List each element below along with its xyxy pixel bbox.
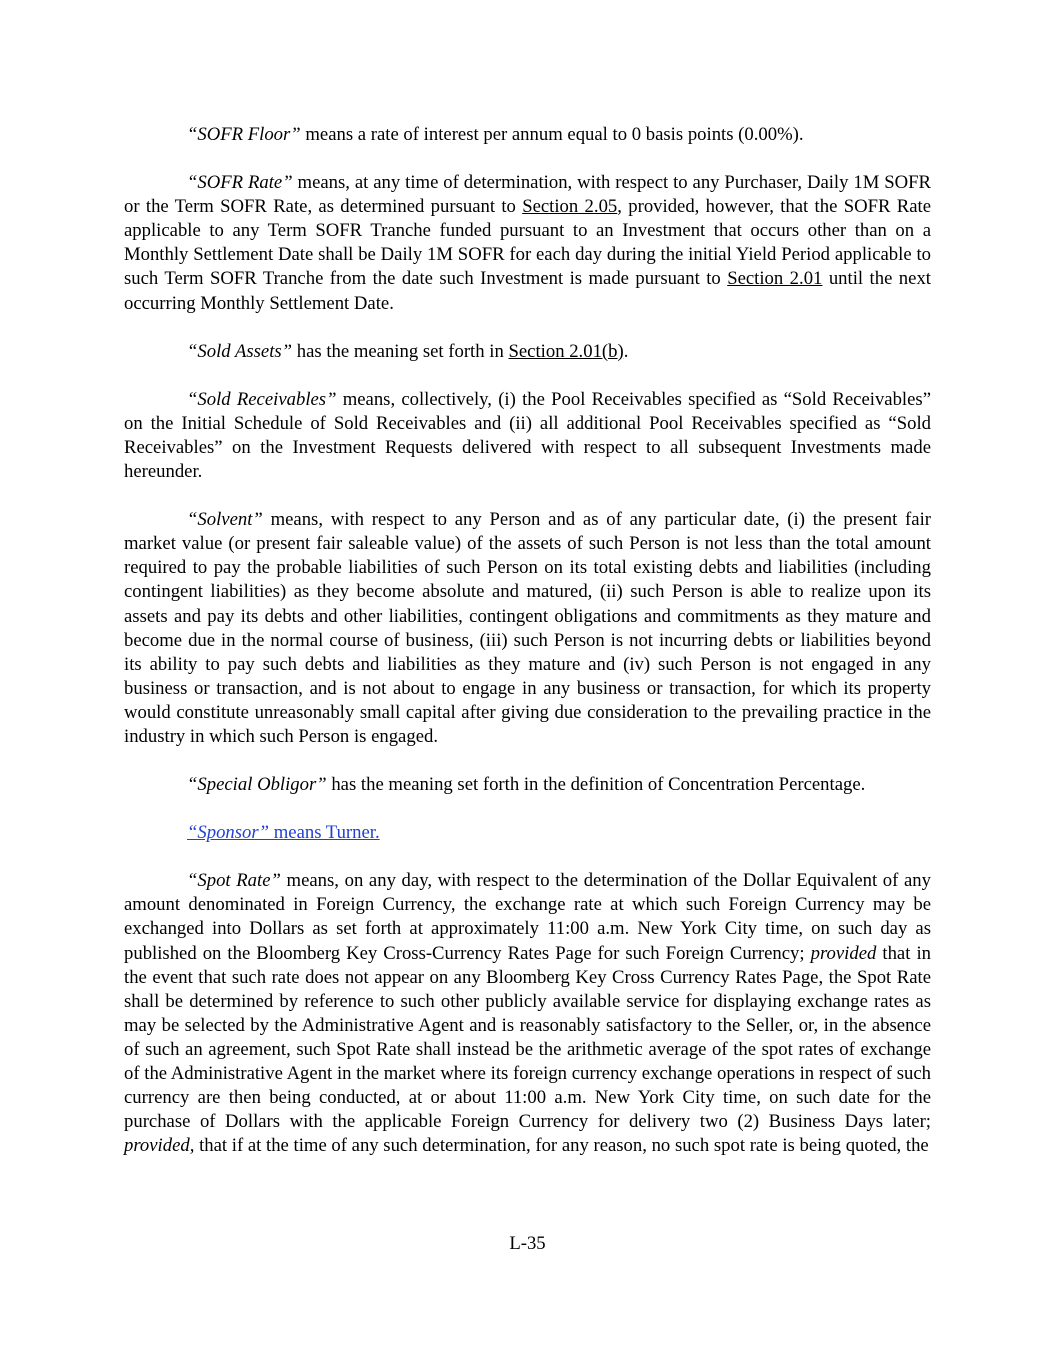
definition-text: has the meaning set forth in <box>292 340 509 362</box>
definition-solvent <box>124 508 931 749</box>
definition-special-obligor <box>124 773 931 797</box>
definition-text: that in the event that such rate does not appear on any Bloomberg Key Cross Currency Rates Page, the Spot Rate shall be determined by reference to such other publicly available service for displaying exchange rates as may be selected by the Administrative Agent and is reasonably satisfactory to the Seller, or, in the absence of such an agreement, such Spot Rate shall instead be the arithmetic average of the spot rates of exchange of the Administrative Agent in the market where its foreign currency exchange operations in respect of such currency are then being conducted, at or about 11:00 a.m. New York City time, on such date for the purchase of Dollars with the applicable Foreign Currency for delivery two (2) Business Days later; <box>124 942 931 1133</box>
defined-term: “Sold Receivables” <box>187 388 337 410</box>
definition-text: until the next occurring Monthly Settlement Date. <box>124 268 931 314</box>
definition-sponsor <box>124 821 931 845</box>
page-number: L-35 <box>509 1233 546 1254</box>
defined-term: “SOFR Floor” <box>187 124 301 145</box>
section-reference: Section 2.01 <box>727 268 823 290</box>
definition-text: means Turner. <box>269 822 380 844</box>
definition-sofr-floor <box>124 123 931 147</box>
defined-term: “Special Obligor” <box>187 774 327 796</box>
definition-spot-rate <box>124 869 931 1158</box>
defined-term: “SOFR Rate” <box>187 172 293 194</box>
definition-text: means, on any day, with respect to the determination of the Dollar Equivalent of any amount denominated in Foreign Currency, the exchange rate at which such Foreign Currency may be exchanged into Dollars as set forth at approximately 11:00 a.m. New York City time, on such day as published on the Bloomberg Key Cross-Currency Rates Page for such Foreign Currency; <box>124 870 931 964</box>
definition-text: , provided, however, that the SOFR Rate applicable to any Term SOFR Tranche funded pursuant to an Investment that occurs other than on a Monthly Settlement Date shall be Daily 1M SOFR for each day during the initial Yield Period applicable to such Term SOFR Tranche from the date such Investment is made pursuant to <box>124 196 931 290</box>
emphasis-text: provided <box>810 942 877 964</box>
definition-text: means, with respect to any Person and as of any particular date, (i) the present fair market value (or present fair saleable value) of the assets of such Person is not less than the total amount required to pay the probable liabilities of such Person on its total existing debts and liabilities (including contingent liabilities) as they become absolute and matured, (ii) such Person is able to realize upon its assets and pay its debts and other liabilities, contingent obligations and commitments as they mature and become due in the normal course of business, (iii) such Person is not incurring debts or liabilities beyond its ability to pay such debts and liabilities as they mature and (iv) such Person is not engaged in any business or transaction, and is not about to engage in any business or transaction, for which its property would constitute unreasonably small capital after giving due consideration to the prevailing practice in the industry in which such Person is engaged. <box>124 509 931 747</box>
definition-sold-assets <box>124 340 931 364</box>
definition-text: means, collectively, (i) the Pool Receivables specified as “Sold Receivables” on the Initial Schedule of Sold Receivables and (ii) all additional Pool Receivables specified as “Sold Receivables” on the Investment Requests delivered with respect to all subsequent Investments made hereunder. <box>124 388 931 483</box>
definition-sofr-rate <box>124 171 931 316</box>
section-reference: Section 2.01(b) <box>508 340 624 362</box>
defined-term: “Spot Rate” <box>187 870 281 892</box>
document-body <box>124 123 931 1182</box>
definition-text: that if at the time of any such determination, for any reason, no such spot rate is being quoted, the <box>194 1135 929 1157</box>
defined-term: “Sponsor” <box>187 822 270 844</box>
defined-term: “Sold Assets” <box>187 340 293 362</box>
definition-text: . <box>623 340 629 362</box>
definition-text: means, at any time of determination, with respect to any Purchaser, Daily 1M SOFR or the Term SOFR Rate, as determined pursuant to <box>124 172 932 218</box>
definition-text: has the meaning set forth in the definition of Concentration Percentage. <box>326 774 866 796</box>
emphasis-text: provided, <box>124 1135 195 1157</box>
definition-text: means a rate of interest per annum equal to 0 basis points (0.00%). <box>300 124 804 145</box>
section-reference: Section 2.05 <box>522 196 618 218</box>
inserted-text <box>187 822 380 843</box>
definition-sold-receivables <box>124 388 931 484</box>
defined-term: “Solvent” <box>187 509 263 531</box>
